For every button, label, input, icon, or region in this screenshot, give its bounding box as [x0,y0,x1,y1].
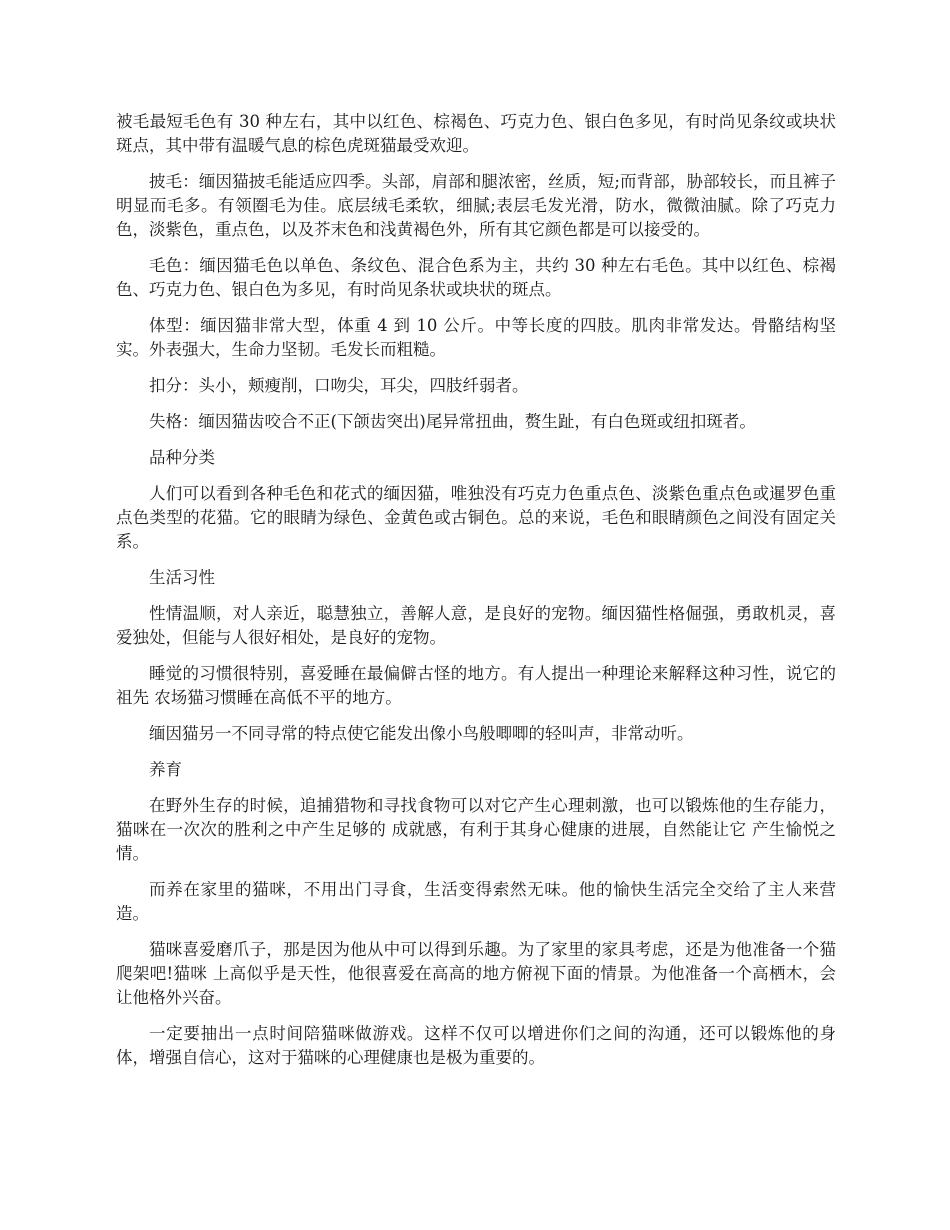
body-type-paragraph: 体型：缅因猫非常大型，体重 4 到 10 公斤。中等长度的四肢。肌肉非常发达。骨骼结构坚实。外表强大，生命力坚韧。毛发长而粗糙。 [116,316,836,359]
breed-paragraph: 人们可以看到各种毛色和花式的缅因猫，唯独没有巧克力色重点色、淡紫色重点色或暹罗色重点色类型的花猫。它的眼睛为绿色、金黄色或古铜色。总的来说，毛色和眼睛颜色之间没有固定关系。 [116,484,836,551]
deduction-paragraph: 扣分：头小，颊瘦削，口吻尖，耳尖，四肢纤弱者。 [149,376,529,395]
scratch-paragraph: 猫咪喜爱磨爪子，那是因为他从中可以得到乐趣。为了家里的家具考虑，还是为他准备一个猫爬架吧!猫咪 上高似乎是天性，他很喜爱在高高的地方俯视下面的情景。为他准备一个高栖木，会让他格外兴奋。 [116,940,836,1007]
sleep-paragraph: 睡觉的习惯很特别，喜爱睡在最偏僻古怪的地方。有人提出一种理论来解释这种习性，说它的祖先 农场猫习惯睡在高低不平的地方。 [116,664,836,707]
intro-paragraph: 被毛最短毛色有 30 种左右，其中以红色、棕褐色、巧克力色、银白色多见，有时尚见条纹或块状斑点，其中带有温暖气息的棕色虎斑猫最受欢迎。 [116,112,836,155]
play-paragraph: 一定要抽出一点时间陪猫咪做游戏。这样不仅可以增进你们之间的沟通，还可以锻炼他的身体，增强自信心，这对于猫咪的心理健康也是极为重要的。 [116,1024,836,1067]
color-paragraph: 毛色：缅因猫毛色以单色、条纹色、混合色系为主，共约 30 种左右毛色。其中以红色、棕褐色、巧克力色、银白色为多见，有时尚见条状或块状的斑点。 [116,256,836,299]
voice-paragraph: 缅因猫另一不同寻常的特点使它能发出像小鸟般唧唧的轻叫声，非常动听。 [149,724,694,743]
document-body [116,110,836,1082]
coat-paragraph: 披毛：缅因猫披毛能适应四季。头部，肩部和腿浓密，丝质，短;而背部，胁部较长，而且裤子明显而毛多。有领圈毛为佳。底层绒毛柔软，细腻;表层毛发光滑，防水，微微油腻。除了巧克力色，淡紫色，重点色，以及芥末色和浅黄褐色外，所有其它颜色都是可以接受的。 [116,172,836,239]
section-heading-habits: 生活习性 [149,568,215,587]
wild-paragraph: 在野外生存的时候，追捕猎物和寻找食物可以对它产生心理刺激，也可以锻炼他的生存能力，猫咪在一次次的胜利之中产生足够的 成就感，有利于其身心健康的进展，自然能让它 产生愉悦之情。 [116,796,836,863]
disqualification-paragraph: 失格：缅因猫齿咬合不正(下颌齿突出)尾异常扭曲，赘生趾，有白色斑或纽扣斑者。 [149,412,756,431]
section-heading-care: 养育 [149,760,182,779]
temperament-paragraph: 性情温顺，对人亲近，聪慧独立，善解人意，是良好的宠物。缅因猫性格倔强，勇敢机灵，喜爱独处，但能与人很好相处，是良好的宠物。 [116,604,836,647]
section-heading-breed: 品种分类 [149,448,215,467]
home-paragraph: 而养在家里的猫咪，不用出门寻食，生活变得索然无味。他的愉快生活完全交给了主人来营造。 [116,880,836,923]
